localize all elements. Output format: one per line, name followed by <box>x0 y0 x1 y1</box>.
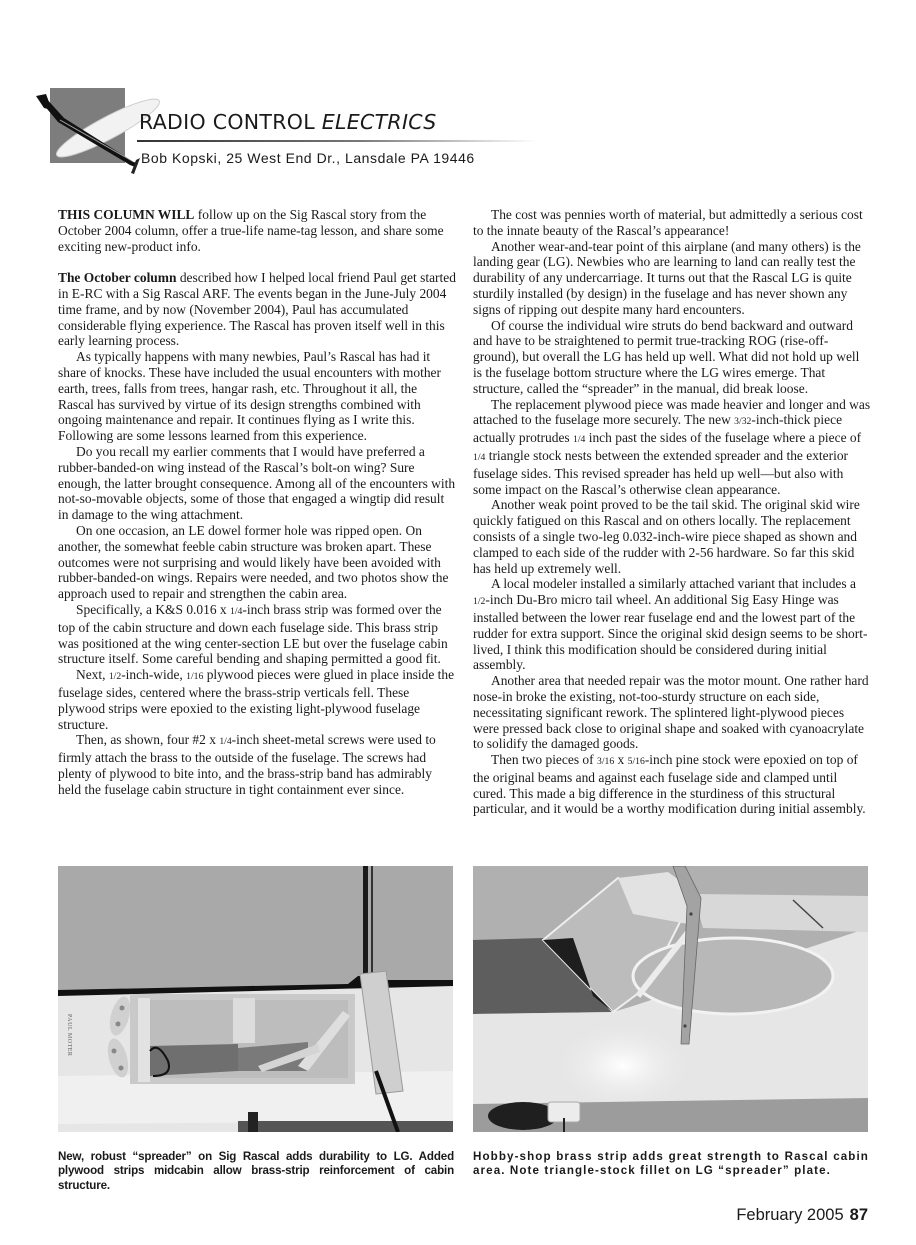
paragraph <box>473 576 871 673</box>
paragraph-text: -inch-thick piece actually protrudes <box>473 412 843 446</box>
lead-in: THIS COLUMN WILL <box>58 207 195 222</box>
left-column <box>58 207 456 797</box>
paragraph: The cost was pennies worth of material, but admittedly a serious cost to the innate beauty of the Rascal’s appearance! <box>473 207 863 238</box>
fraction: 1/4 <box>573 434 586 446</box>
fraction: 1/16 <box>186 671 204 683</box>
paragraph-text: -inch Du-Bro micro tail wheel. An additional Sig Easy Hinge was installed between the lower rear fuselage end and the lowest part of the rudder for extra support. Since the original skid design seems to be short-lived, I think this modification should be considered during initial assembly. <box>473 592 868 673</box>
glider-plane-icon <box>30 90 180 180</box>
fraction: 1/4 <box>219 736 232 748</box>
fraction: 1/2 <box>108 671 122 683</box>
paragraph <box>473 397 871 498</box>
header-rule <box>137 140 537 142</box>
paragraph <box>58 602 456 667</box>
paragraph: As typically happens with many newbies, Paul’s Rascal has had it share of knocks. These have included the usual encounters with mother earth, trees, falls from trees, hangar rash, etc. Throughout it all, the Rascal has survived by virtue of its design strengths combined with ongoing maintenance and repair. It continues flying as I write this. Following are some lessons learned from this experience. <box>58 349 441 444</box>
fuselage-cabin-spreader-photo <box>58 866 453 1132</box>
paragraph-text: The replacement plywood piece was made heavier and longer and was attached to the fuselage more securely. The new <box>473 396 871 428</box>
right-column <box>473 207 871 817</box>
fraction: 3/32 <box>734 416 752 428</box>
author-byline: Bob Kopski, 25 West End Dr., Lansdale PA 19446 <box>141 150 475 166</box>
paragraph: Another wear-and-tear point of this airplane (and many others) is the landing gear (LG). Newbies who are learning to land can really test the durability of any undercarriage. It turns out that the Rascal LG is quite sturdily installed (by design) in the fuselage and has never shown any signs of ripping out despite many hard encounters. <box>473 238 861 317</box>
paragraph-text: Then two pieces of <box>491 752 597 768</box>
issue-date: February 2005 <box>736 1206 844 1224</box>
name-tag-label: PAUL MOTER <box>66 1014 72 1057</box>
fraction: 1/2 <box>473 596 486 608</box>
paragraph-text: Specifically, a K&S 0.016 x <box>76 601 231 617</box>
paragraph-text: triangle stock nests between the extended spreader and the exterior fuselage sides. This revised spreader has held up well—but also with some impact on the Rascal’s otherwise clean appearance. <box>473 447 849 497</box>
title-italic: ELECTRICS <box>321 110 437 134</box>
lead-in: The October column <box>58 270 177 286</box>
fraction: 1/4 <box>473 451 486 463</box>
fraction: 5/16 <box>627 756 645 768</box>
paragraph: Do you recall my earlier comments that I would have preferred a rubber-banded-on wing instead of the Rascal’s bolt-on wing? Sure enough, the latter brought consequence. Among all of the encounters with not-so-movable objects, some of those that engaged a wingtip did result in damage to the wing attachment. <box>58 443 456 523</box>
column-title <box>139 110 437 134</box>
paragraph-text: Then, as shown, four #2 x <box>76 732 220 748</box>
fraction: 1/4 <box>230 605 243 617</box>
paragraph: Another area that needed repair was the motor mount. One rather hard nose-in broke the existing, not-too-sturdy structure on each side, necessitating significant rework. The splintered light-plywood pieces were pressed back close to original shape and soaked with cyanoacrylate to solidify the damaged goods. <box>473 673 869 752</box>
page-footer <box>736 1206 868 1225</box>
page-number: 87 <box>849 1206 868 1224</box>
paragraph <box>58 270 456 349</box>
paragraph-text: follow up on the Sig Rascal story from the October 2004 column, offer a true-life name-tag lesson, and share some exciting new-product info. <box>58 207 444 254</box>
paragraph: Another weak point proved to be the tail skid. The original skid wire quickly fatigued on this Rascal and on others locally. The replacement consists of a single two-leg 0.032-inch-wire piece shaped as shown and clamped to each side of the rudder with 2-56 hardware. So far this skid has held up extremely well. <box>473 497 860 576</box>
paragraph-text: Next, <box>76 667 109 683</box>
paragraph-text: -inch sheet-metal screws were used to firmly attach the brass to the outside of the fuselage. The screws had plenty of plywood to bite into, and the brass-strip band has admirably held the fuselage cabin structure in tight containment ever since. <box>58 732 436 797</box>
paragraph-text: plywood pieces were glued in place inside the fuselage sides, centered where the brass-strip verticals fell. These plywood strips were epoxied to the existing light-plywood fuselage structure. <box>58 667 455 732</box>
paragraph-text: x <box>614 752 628 768</box>
photo-caption: Hobby-shop brass strip adds great strength to Rascal cabin area. Note triangle-stock fillet on LG “spreader” plate. <box>473 1150 869 1178</box>
paragraph-text: -inch brass strip was formed over the top of the cabin structure and down each fuselage side. This brass strip was positioned at the wing center-section LE but over the fuselage cabin structure itself. Some careful bending and shaping permitted a good fit. <box>58 601 448 667</box>
title-main: RADIO CONTROL <box>139 110 322 134</box>
paragraph: Of course the individual wire struts do bend backward and outward and have to be straightened to permit true-tracking ROG (rise-off-ground), but overall the LG has held up well. What did not hold up well is the fuselage bottom structure where the LG wires emerge. That structure, called the “spreader” in the manual, did break loose. <box>473 317 860 396</box>
brass-strip-cabin-photo <box>473 866 868 1132</box>
paragraph <box>58 207 456 254</box>
paragraph-text: described how I helped local friend Paul get started in E-RC with a Sig Rascal ARF. The events began in the June-July 2004 time frame, and by now (November 2004), Paul has accumulated considerable flying experience. The Rascal has proven itself well in this early learning process. <box>58 270 456 349</box>
paragraph-text: -inch-wide, <box>121 667 187 683</box>
paragraph <box>58 667 456 732</box>
paragraph-text: A local modeler installed a similarly attached variant that includes a <box>491 576 856 592</box>
paragraph <box>58 732 456 797</box>
paragraph <box>473 752 871 817</box>
paragraph: On one occasion, an LE dowel former hole was ripped open. On another, the somewhat feeble cabin structure was broken apart. These outcomes were not surprising and would likely have been avoided with rubber-banded-on wings. Repairs were needed, and two photos show the approach used to repair and strengthen the cabin area. <box>58 522 449 602</box>
paragraph-text: -inch pine stock were epoxied on top of the original beams and against each fuselage side and clamped until cured. This made a big difference in the sturdiness of this structural particular, and it would be a worthy modification during initial assembly. <box>473 752 866 817</box>
photo-caption: New, robust “spreader” on Sig Rascal adds durability to LG. Added plywood strips midcabin allow brass-strip reinforcement of cabin structure. <box>58 1150 454 1192</box>
fraction: 3/16 <box>596 756 615 768</box>
paragraph-text: inch past the sides of the fuselage where a piece of <box>585 430 862 446</box>
